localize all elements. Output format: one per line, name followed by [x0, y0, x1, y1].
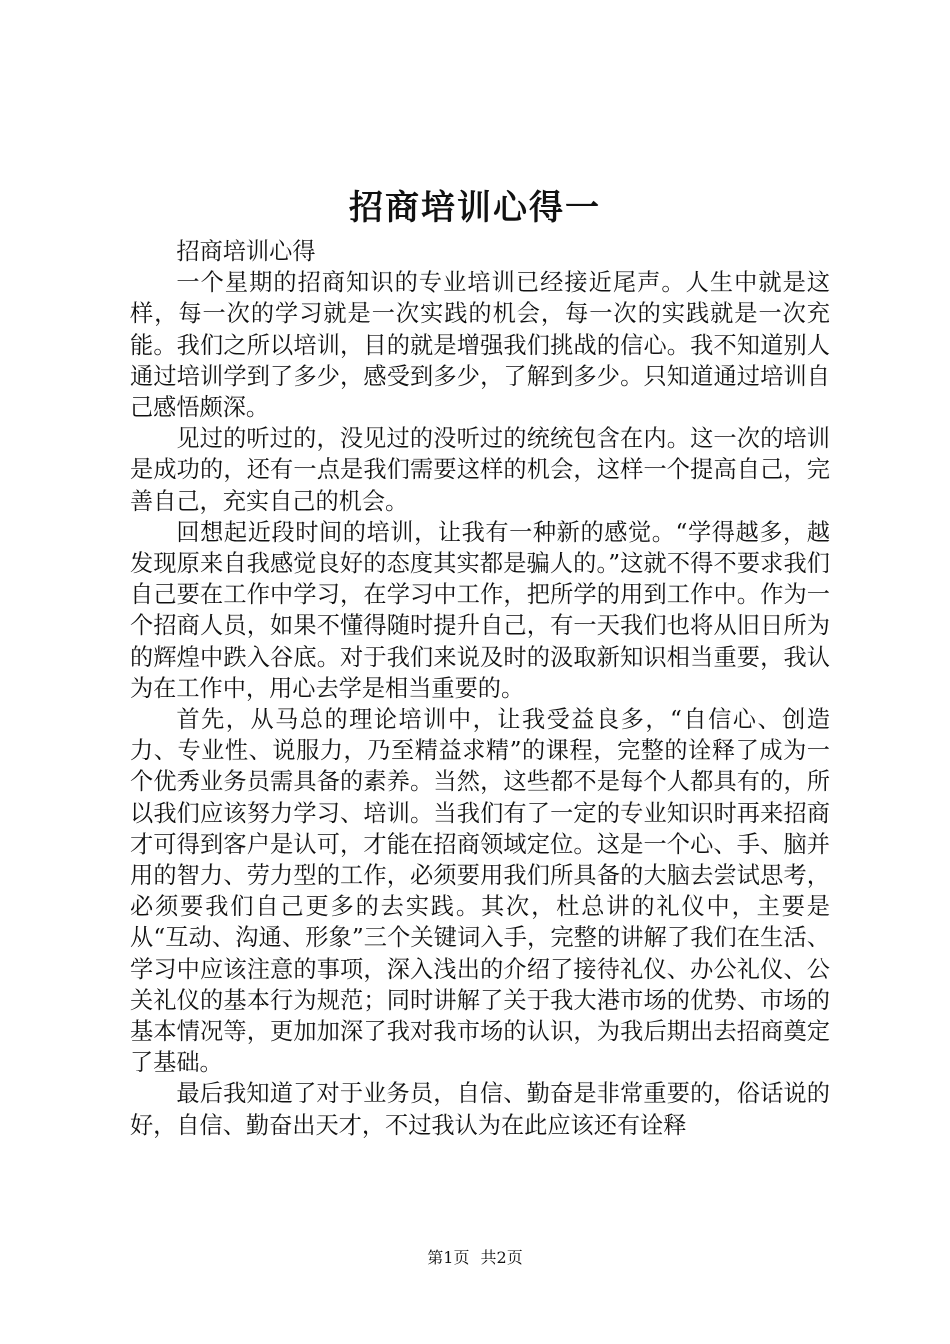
document-body	[130, 236, 830, 1141]
page-number-current: 第1页	[427, 1248, 470, 1267]
document-title: 招商培训心得一	[349, 188, 601, 228]
page-footer	[0, 1247, 950, 1269]
paragraph: 回想起近段时间的培训，让我有一种新的感觉。“学得越多，越发现原来自我感觉良好的态度其实都是骗人的。”这就不得不要求我们自己要在工作中学习，在学习中工作，把所学的用到工作中。作为一个招商人员，如果不懂得随时提升自己，有一天我们也将从旧日所为的辉煌中跌入谷底。对于我们来说及时的汲取新知识相当重要，我认为在工作中，用心去学是相当重要的。	[130, 518, 830, 702]
paragraph: 最后我知道了对于业务员，自信、勤奋是非常重要的，俗话说的好，自信、勤奋出天才，不过我认为在此应该还有诠释	[130, 1080, 830, 1139]
paragraph: 见过的听过的，没见过的没听过的统统包含在内。这一次的培训是成功的，还有一点是我们需要这样的机会，这样一个提高自己，完善自己，充实自己的机会。	[130, 425, 830, 515]
paragraph: 首先，从马总的理论培训中，让我受益良多，“自信心、创造力、专业性、说服力，乃至精益求精”的课程，完整的诠释了成为一个优秀业务员需具备的素养。当然，这些都不是每个人都具有的，所以我们应该努力学习、培训。当我们有了一定的专业知识时再来招商才可得到客户是认可，才能在招商领域定位。这是一个心、手、脑并用的智力、劳力型的工作，必须要用我们所具备的大脑去尝试思考，必须要我们自己更多的去实践。其次，杜总讲的礼仪中，主要是从“互动、沟通、形象”三个关键词入手，完整的讲解了我们在生活、学习中应该注意的事项，深入浅出的介绍了接待礼仪、办公礼仪、公关礼仪的基本行为规范；同时讲解了关于我大港市场的优势、市场的基本情况等，更加加深了我对我市场的认识，为我后期出去招商奠定了基础。	[130, 706, 830, 1077]
page-number-total: 共2页	[480, 1248, 523, 1267]
paragraph-subtitle: 招商培训心得	[176, 238, 316, 265]
paragraph: 一个星期的招商知识的专业培训已经接近尾声。人生中就是这样，每一次的学习就是一次实践的机会，每一次的实践就是一次充能。我们之所以培训，目的就是增强我们挑战的信心。我不知道别人通过培训学到了多少，感受到多少，了解到多少。只知道通过培训自己感悟颇深。	[130, 269, 830, 422]
